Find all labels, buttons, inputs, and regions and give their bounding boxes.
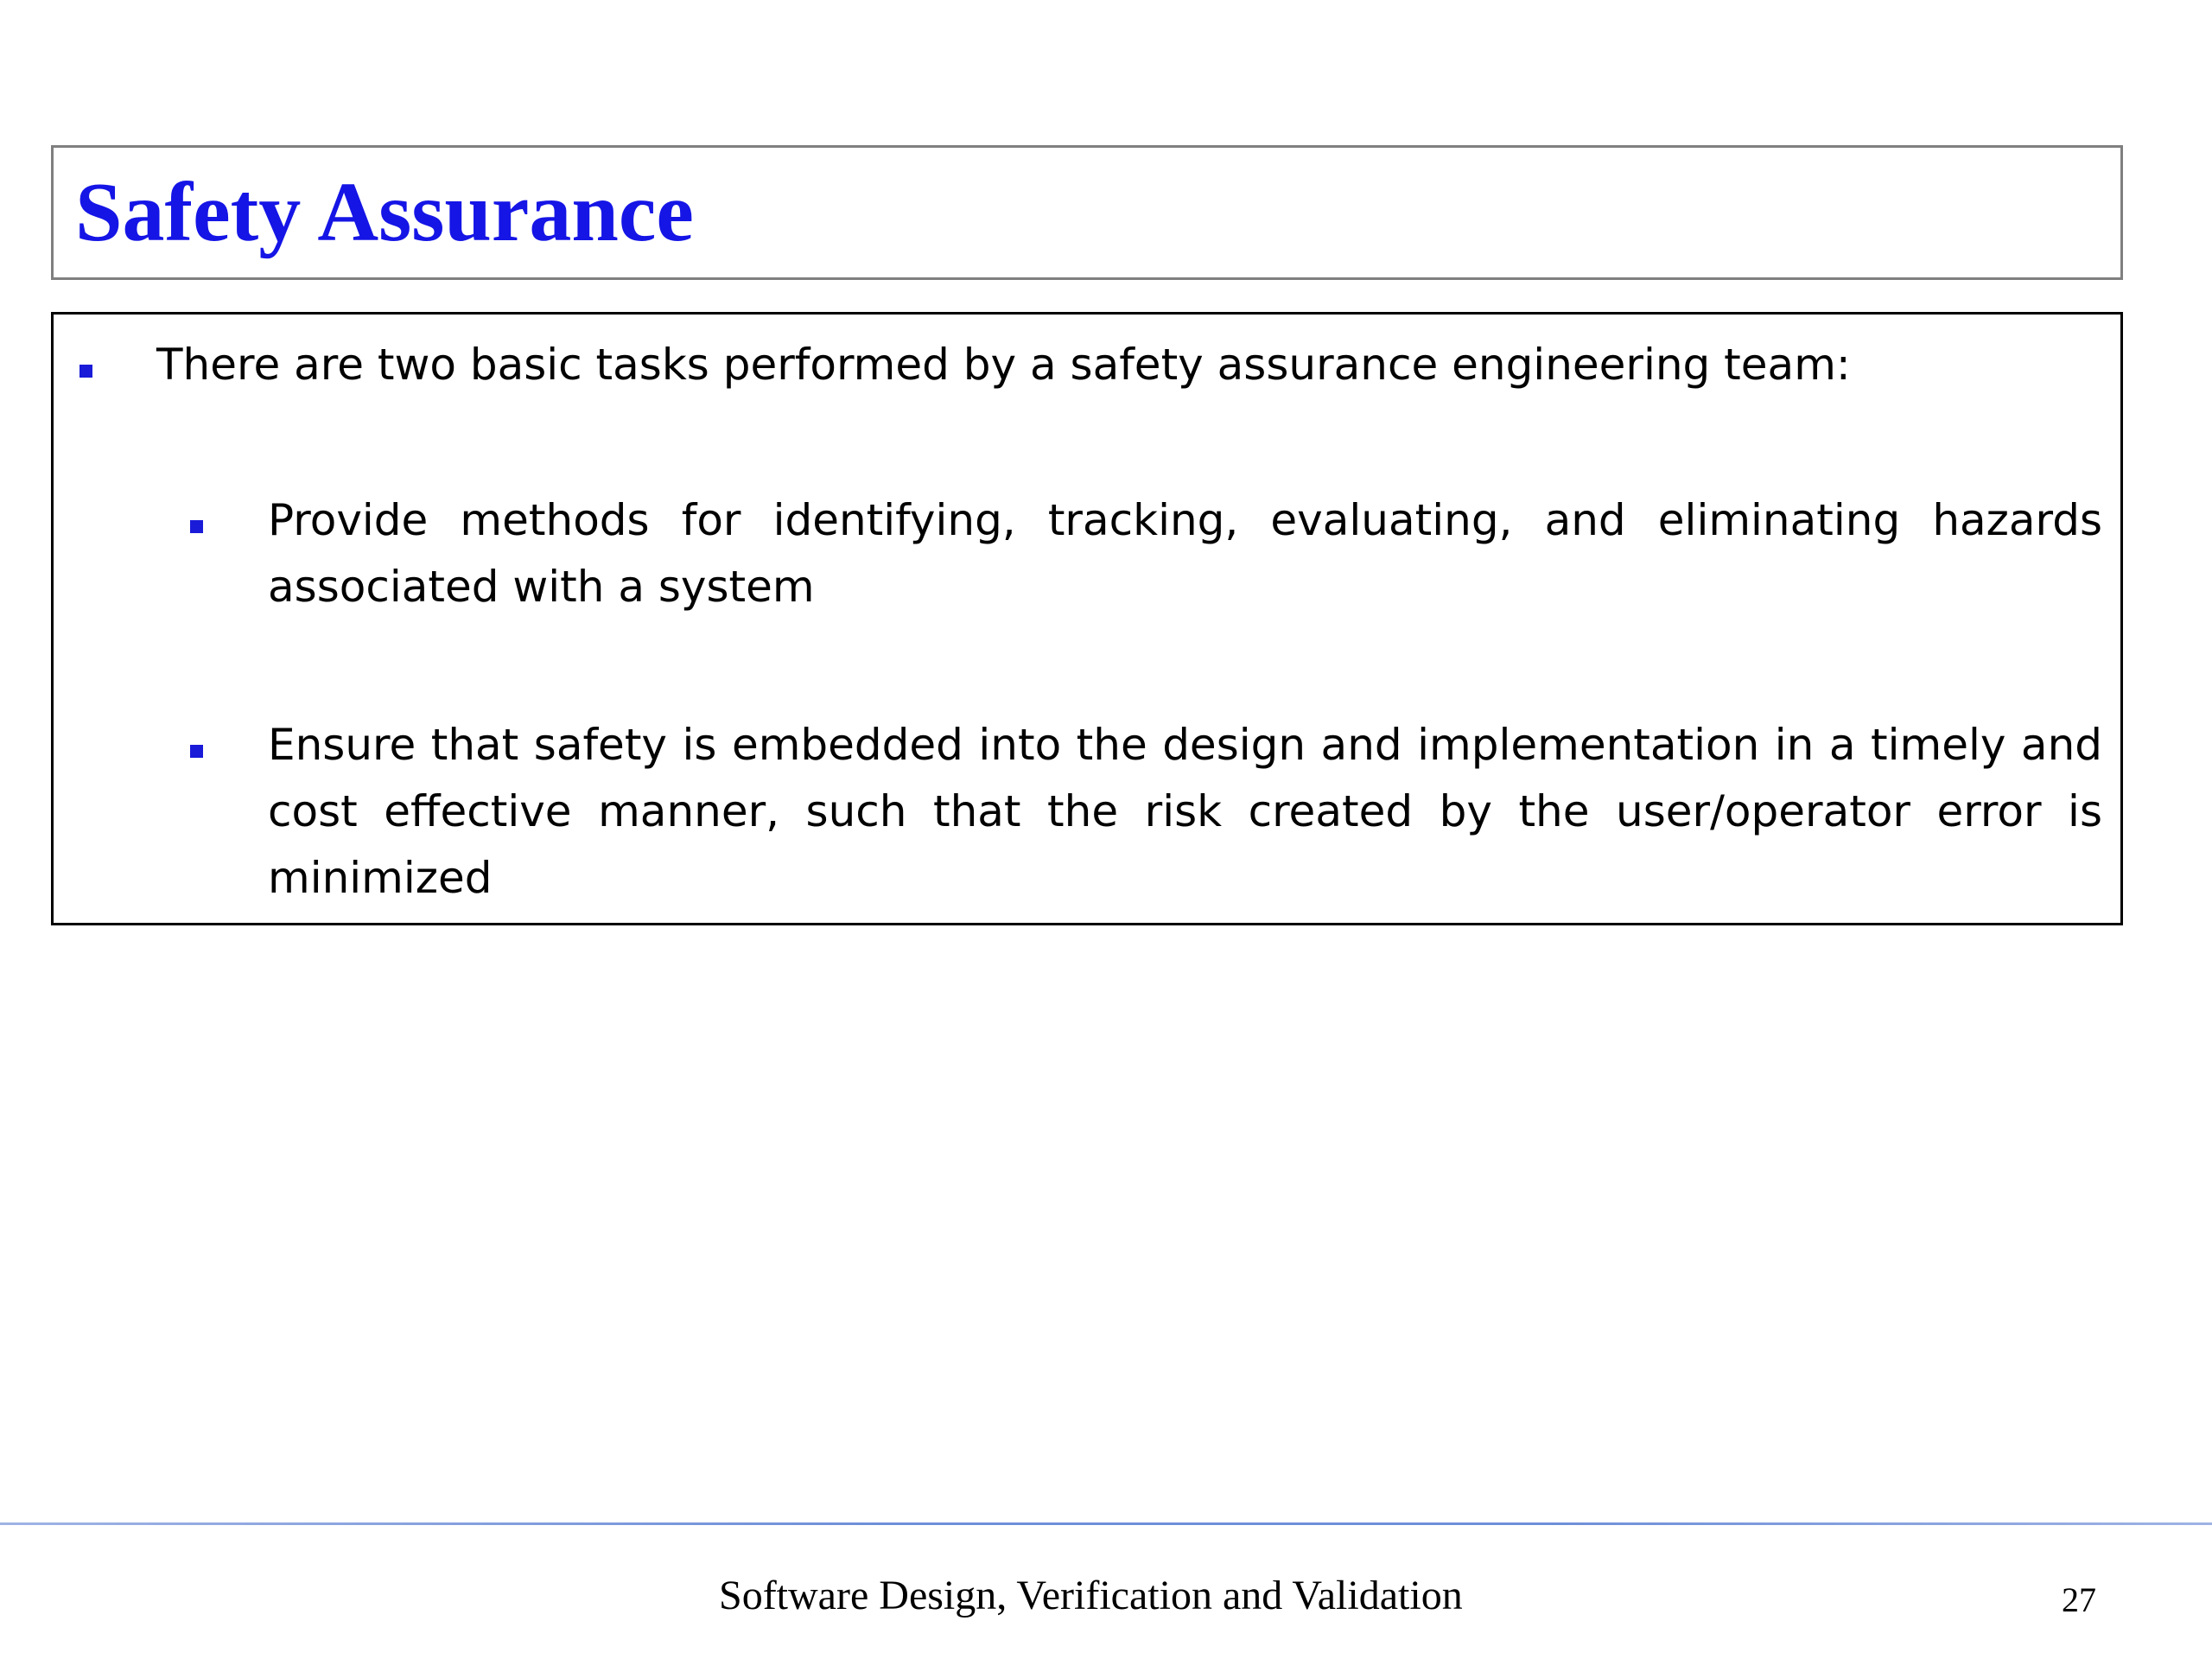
square-bullet-icon [190,745,203,758]
page-number: 27 [2062,1580,2096,1619]
bullet-text: Provide methods for identifying, tracking, evaluating, and eliminating hazards associated with a system [268,495,2102,612]
footer-divider [0,1522,2212,1525]
slide-title: Safety Assurance [75,166,694,259]
bullet-text: There are two basic tasks performed by a safety assurance engineering team: [156,340,1851,390]
footer-course-title: Software Design, Verification and Validation [719,1573,1463,1618]
square-bullet-icon [190,520,203,533]
bullet-text: Ensure that safety is embedded into the design and implementation in a timely and cost effective manner, such that the risk created by the user/operator error is minimized [268,720,2102,903]
slide-content-box [51,312,2123,925]
slide-title-box [51,145,2123,280]
square-bullet-icon [79,365,92,378]
